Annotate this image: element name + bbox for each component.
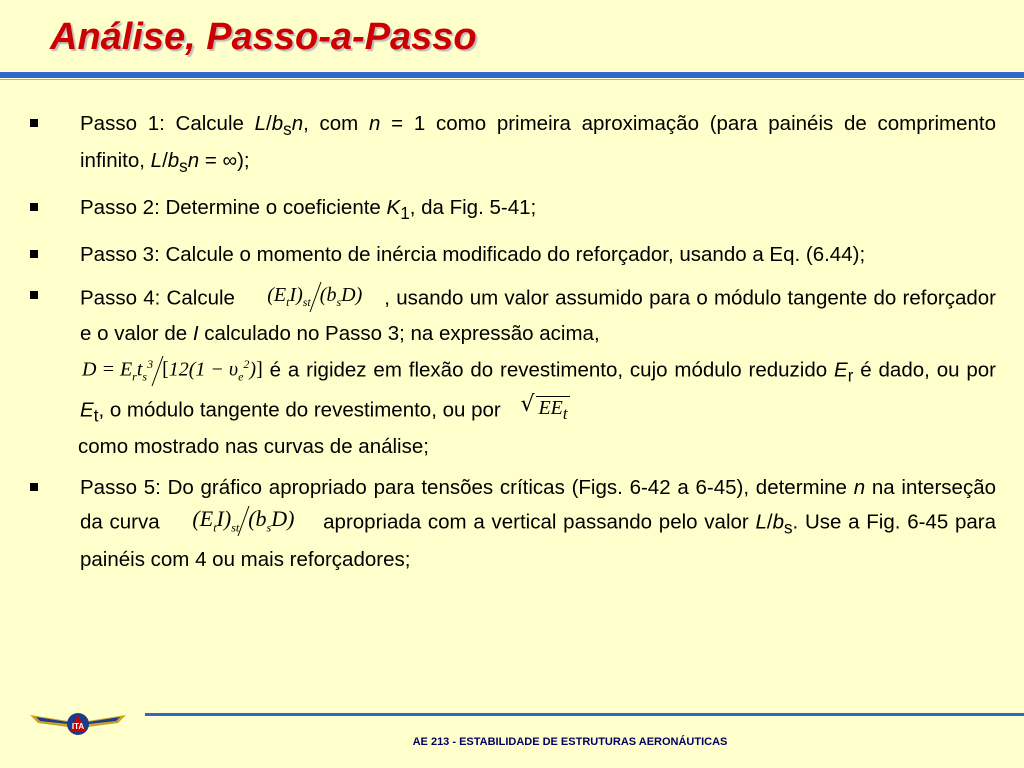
bullet-icon [30,291,38,299]
step-4: Passo 4: Calcule $(E_tI)_{st}$ $(b_sD)$ , usando um valor assumido para o módulo tangente do reforçador e o valor de I calculado no Passo 3; na expressão acima, $D = E_rt_s^3$ $[12(1 - \upsilon_e^2)]$ é a rigidez em flexão do revestimento, cujo módulo reduzido $E_r$ é dado, ou por $E_t$, o módulo tangente do revestimento, ou por √ $EE_t$ como mostrado nas curvas de análise; [28,280,996,462]
footer-course-title: AE 213 - ESTABILIDADE DE ESTRUTURAS AERONÁUTICAS [412,736,728,748]
flexural-rigidity-equation: $D = E_rt_s^3$ $[12(1 - \upsilon_e^2)]$ [82,349,263,393]
svg-text:ITA: ITA [71,722,85,731]
bullet-icon [30,119,38,127]
stiffness-ratio-curve-equation: $(E_tI)_{st}$ $(b_sD)$ [192,506,295,535]
stiffness-ratio-equation: $(E_tI)_{st}$ $(b_sD)$ [267,280,362,318]
step-5: Passo 5: Do gráfico apropriado para tensões críticas (Figs. 6-42 a 6-45), determine n na interseção da curva $(E_tI)_{st}$ $(b_sD)$ apropriada com a vertical passando pelo valor $L/b_s$. Use a Fig. 6-45 para painéis com 4 ou mais reforçadores; [28,472,996,575]
title-divider-thin [0,79,1024,80]
slide-body [28,108,996,585]
bullet-icon [30,483,38,491]
title-divider [0,72,1024,78]
ita-logo-icon [28,703,128,743]
footer-divider [145,713,1024,716]
step-1: Passo 1: Calcule $L/b_sn$, com n = 1 como primeira aproximação (para painéis de comprimento infinito, $L/b_sn$ = ∞); [28,108,996,182]
bullet-icon [30,250,38,258]
step-3: Passo 3: Calcule o momento de inércia modificado do reforçador, usando a Eq. (6.44); [28,239,996,270]
step-2: Passo 2: Determine o coeficiente $K_1$, da Fig. 5-41; [28,192,996,229]
bullet-icon [30,203,38,211]
slide-title: Análise, Passo-a-Passo [50,16,477,58]
sqrt-equation: √ $EE_t$ [520,391,568,423]
